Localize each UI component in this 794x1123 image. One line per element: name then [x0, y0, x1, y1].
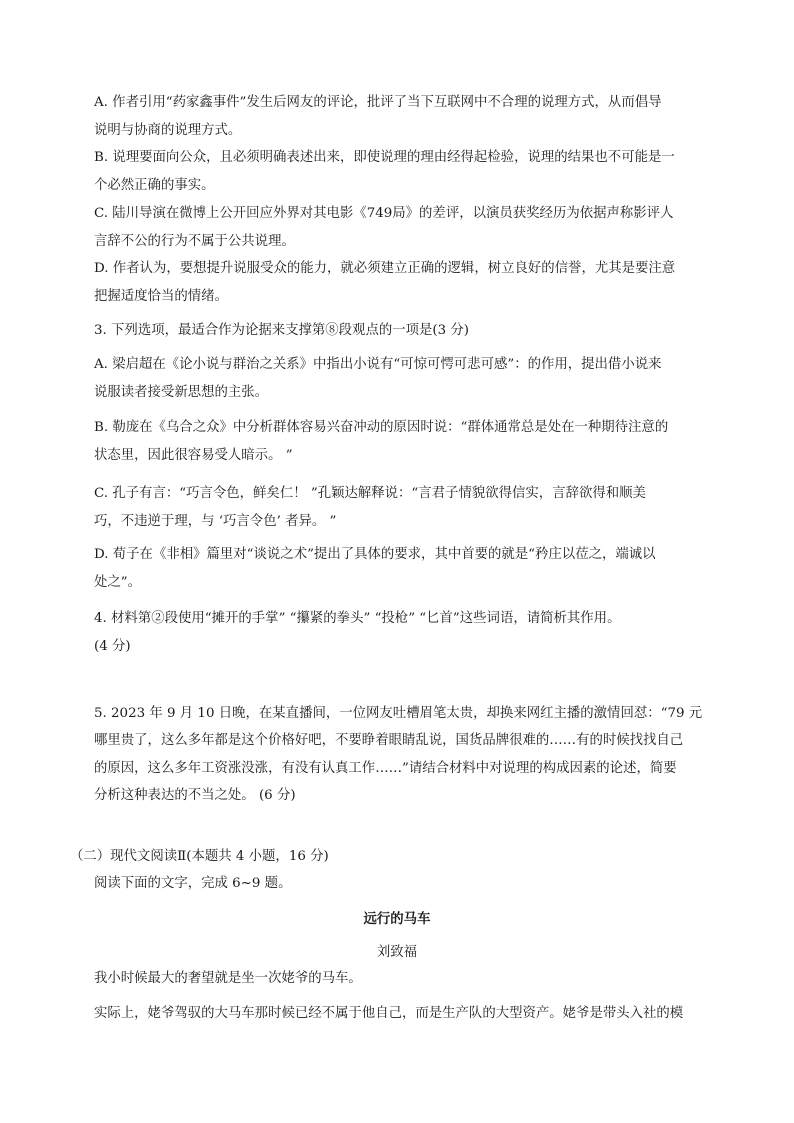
- q3-option-d-line2: 处之”。: [94, 575, 142, 590]
- q3-option-c-line2: 巧，不违逆于理，与 ‘巧言令色’ 者异。 ”: [94, 514, 337, 529]
- q4-line2: (4 分): [94, 639, 131, 654]
- q3-option-b-line2: 状态里，因此很容易受人暗示。 ”: [94, 448, 293, 463]
- q2-option-c-line2: 言辞不公的行为不属于公共说理。: [94, 234, 295, 249]
- q5-line4: 分析这种表达的不当之处。 (6 分): [94, 788, 296, 803]
- q3-option-a-line1: A. 梁启超在《论小说与群治之关系》中指出小说有“可惊可愕可悲可感”：的作用，提出借小说来: [94, 357, 662, 372]
- q3-stem: 3. 下列选项，最适合作为论据来支撑第⑧段观点的一项是(3 分): [94, 323, 470, 338]
- q2-option-a-line2: 说明与协商的说理方式。: [94, 123, 242, 138]
- q3-option-b-line1: B. 勒庞在《乌合之众》中分析群体容易兴奋冲动的原因时说：“群体通常总是处在一种期待注意的: [94, 420, 669, 435]
- q5-line1: 5. 2023 年 9 月 10 日晚，在某直播间，一位网友吐槽眉笔太贵，却换来网红主播的激情回怼：“79 元: [94, 706, 703, 721]
- story-title: 远行的马车: [363, 911, 431, 927]
- section-heading: （二）现代文阅读Ⅱ(本题共 4 小题，16 分): [70, 849, 329, 864]
- q2-option-b-line2: 个必然正确的事实。: [94, 178, 215, 193]
- q5-line3: 的原因，这么多年工资涨没涨，有没有认真工作……”请结合材料中对说理的构成因素的论述，简要: [94, 761, 677, 776]
- story-paragraph-2-line1: 实际上，姥爷驾驭的大马车那时候已经不属于他自己，而是生产队的大型资产。姥爷是带头入社的模: [94, 1006, 684, 1021]
- story-author: 刘致福: [376, 945, 418, 960]
- q5-line2: 哪里贵了，这么多年都是这个价格好吧，不要睁着眼睛乱说，国货品牌很难的……有的时候找找自己: [94, 733, 684, 748]
- section-instruction: 阅读下面的文字，完成 6~9 题。: [94, 876, 292, 891]
- story-paragraph-1: 我小时候最大的奢望就是坐一次姥爷的马车。: [94, 971, 362, 986]
- q2-option-a-line1: A. 作者引用“药家鑫事件”发生后网友的评论，批评了当下互联网中不合理的说理方式，从而倡导: [94, 95, 662, 110]
- q4-line1: 4. 材料第②段使用“摊开的手掌” “攥紧的拳头” “投枪” “匕首”这些词语，请简析其作用。: [94, 611, 621, 626]
- q2-option-c-line1: C. 陆川导演在微博上公开回应外界对其电影《749局》的差评，以演员获奖经历为依据声称影评人: [94, 206, 674, 221]
- q3-option-a-line2: 说服读者接受新思想的主张。: [94, 385, 269, 400]
- q3-option-c-line1: C. 孔子有言：“巧言令色，鲜矣仁！ ”孔颖达解释说：“言君子情貌欲得信实，言辞欲得和顺美: [94, 486, 646, 501]
- q3-option-d-line1: D. 荀子在《非相》篇里对“谈说之术”提出了具体的要求，其中首要的就是“矜庄以莅之，端诚以: [94, 547, 656, 562]
- q2-option-d-line1: D. 作者认为，要想提升说服受众的能力，就必须建立正确的逻辑，树立良好的信誉，尤其是要注意: [94, 261, 676, 276]
- q2-option-b-line1: B. 说理要面向公众，且必须明确表述出来，即使说理的理由经得起检验，说理的结果也不可能是一: [94, 150, 675, 165]
- q2-option-d-line2: 把握适度恰当的情绪。: [94, 289, 228, 304]
